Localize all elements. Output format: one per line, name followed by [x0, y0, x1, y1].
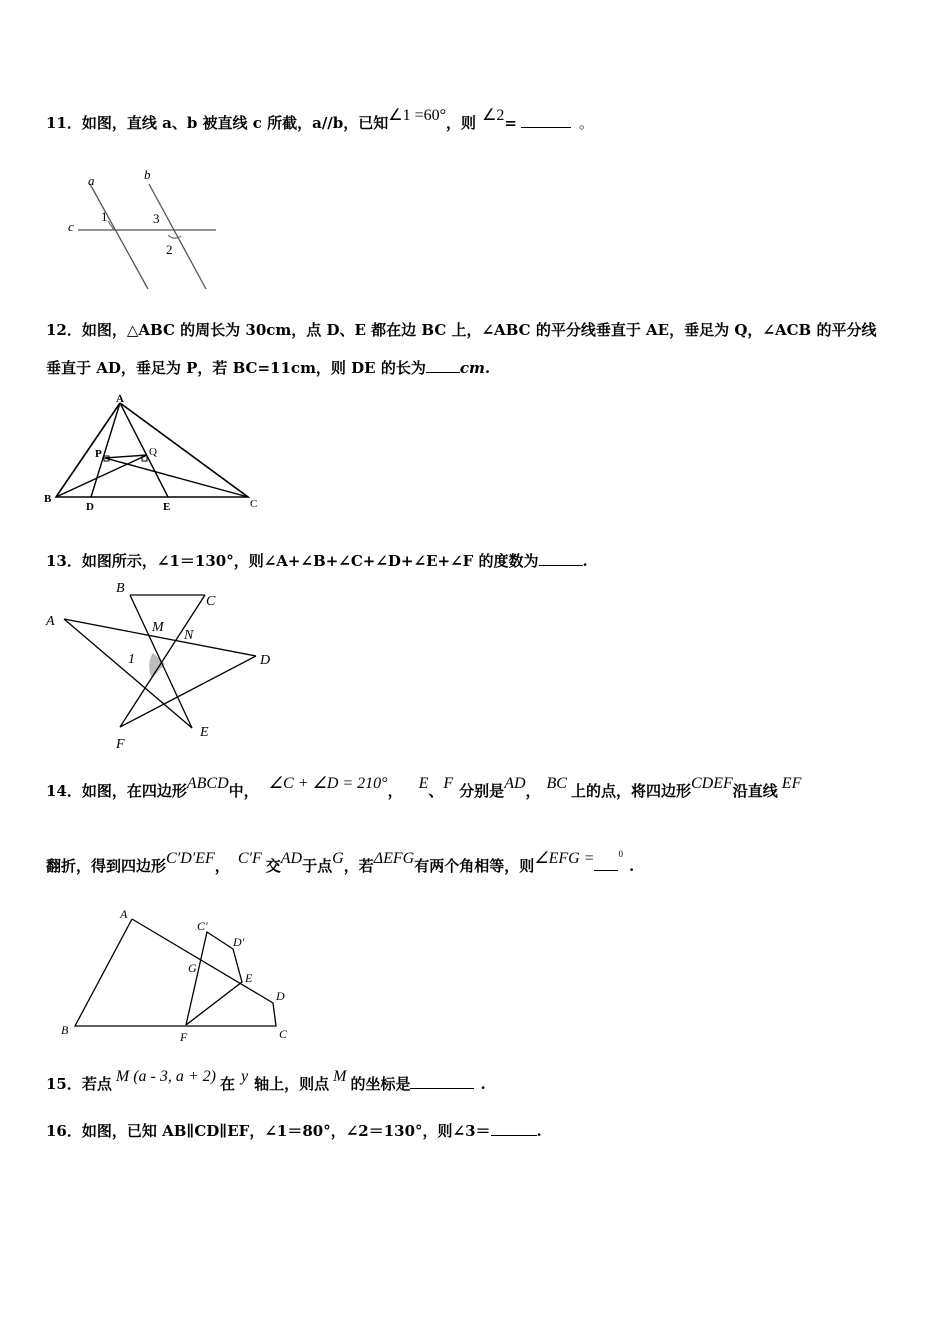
label-D: D: [276, 989, 285, 1003]
line-df: [120, 656, 256, 727]
answer-blank: [491, 1121, 537, 1136]
label-E: E: [245, 971, 253, 985]
label-1: 1: [128, 652, 135, 667]
label-Q: Q: [149, 446, 157, 458]
question-14-line-2: 翻折，得到四边形C′D′EF， C′F 交AD于点G，若ΔEFG有两个角相等，则∠EFG = $^0$.: [46, 849, 635, 875]
label-C: C: [279, 1027, 288, 1041]
question-16: 16．如图，已知 AB∥CD∥EF，∠1＝80°，∠2＝130°，则∠3＝ .: [46, 1122, 542, 1140]
label-N: N: [184, 628, 194, 643]
label-B: B: [44, 493, 52, 505]
label-E: E: [200, 725, 209, 740]
line-b: [149, 184, 206, 289]
label-B: B: [61, 1023, 69, 1037]
label-C: C: [206, 594, 216, 609]
label-F: F: [116, 737, 125, 752]
label-C-prime: C′: [197, 919, 208, 933]
question-14-line-1: 14．如图，在四边形ABCD中， ∠C + ∠D = 210°， E、F 分别是AD， BC 上的点，将四边形CDEF沿直线 EF: [46, 775, 802, 800]
label-D: D: [86, 501, 94, 513]
label-A: A: [116, 393, 124, 405]
question-12-line-2: 垂直于 AD，垂足为 P，若 BC=11cm，则 DE 的长为 cm.: [46, 359, 491, 377]
figure-q13: [40, 578, 280, 752]
question-11: 11．如图，直线 a、b 被直线 c 所截，a//b，已知∠1 =60°，则 ∠2= 。: [46, 107, 594, 132]
label-E: E: [163, 501, 171, 513]
label-C: C: [250, 498, 258, 510]
label-a: a: [88, 173, 95, 188]
question-15: 15．若点 M (a - 3, a + 2) 在 y 轴上，则点 M 的坐标是 .: [46, 1068, 486, 1093]
answer-blank: [539, 551, 583, 566]
figure-q11: [60, 165, 230, 295]
question-13: 13．如图所示，∠1＝130°，则∠A+∠B+∠C+∠D+∠E+∠F 的度数为 .: [46, 552, 588, 570]
line-a: [90, 184, 148, 289]
label-D: D: [260, 653, 271, 668]
label-A: A: [46, 614, 55, 629]
answer-blank: [594, 856, 618, 871]
line-ae: [64, 619, 192, 728]
question-12-line-1: 12．如图，△ABC 的周长为 30cm，点 D、E 都在边 BC 上，∠ABC 的平分线垂直于 AE，垂足为 Q，∠ACB 的平分线: [46, 321, 877, 339]
label-P: P: [95, 448, 102, 460]
label-M: M: [152, 620, 164, 635]
line-cp: [105, 458, 248, 497]
label-c: c: [68, 219, 74, 234]
label-D-prime: D′: [233, 935, 245, 949]
label-G: G: [188, 961, 197, 975]
angle-2-arc: [168, 235, 181, 238]
label-2: 2: [166, 242, 173, 257]
figure-q14: [55, 902, 300, 1047]
label-A: A: [120, 907, 128, 921]
answer-blank: [426, 358, 460, 373]
label-1: 1: [101, 209, 108, 224]
answer-blank: [410, 1074, 474, 1089]
line-be: [130, 595, 192, 728]
figure-q12: [40, 390, 270, 515]
label-b: b: [144, 167, 151, 182]
label-F: F: [180, 1030, 188, 1044]
answer-blank: [521, 113, 571, 128]
label-B: B: [116, 581, 125, 596]
label-3: 3: [153, 211, 160, 226]
line-ae: [120, 403, 168, 497]
